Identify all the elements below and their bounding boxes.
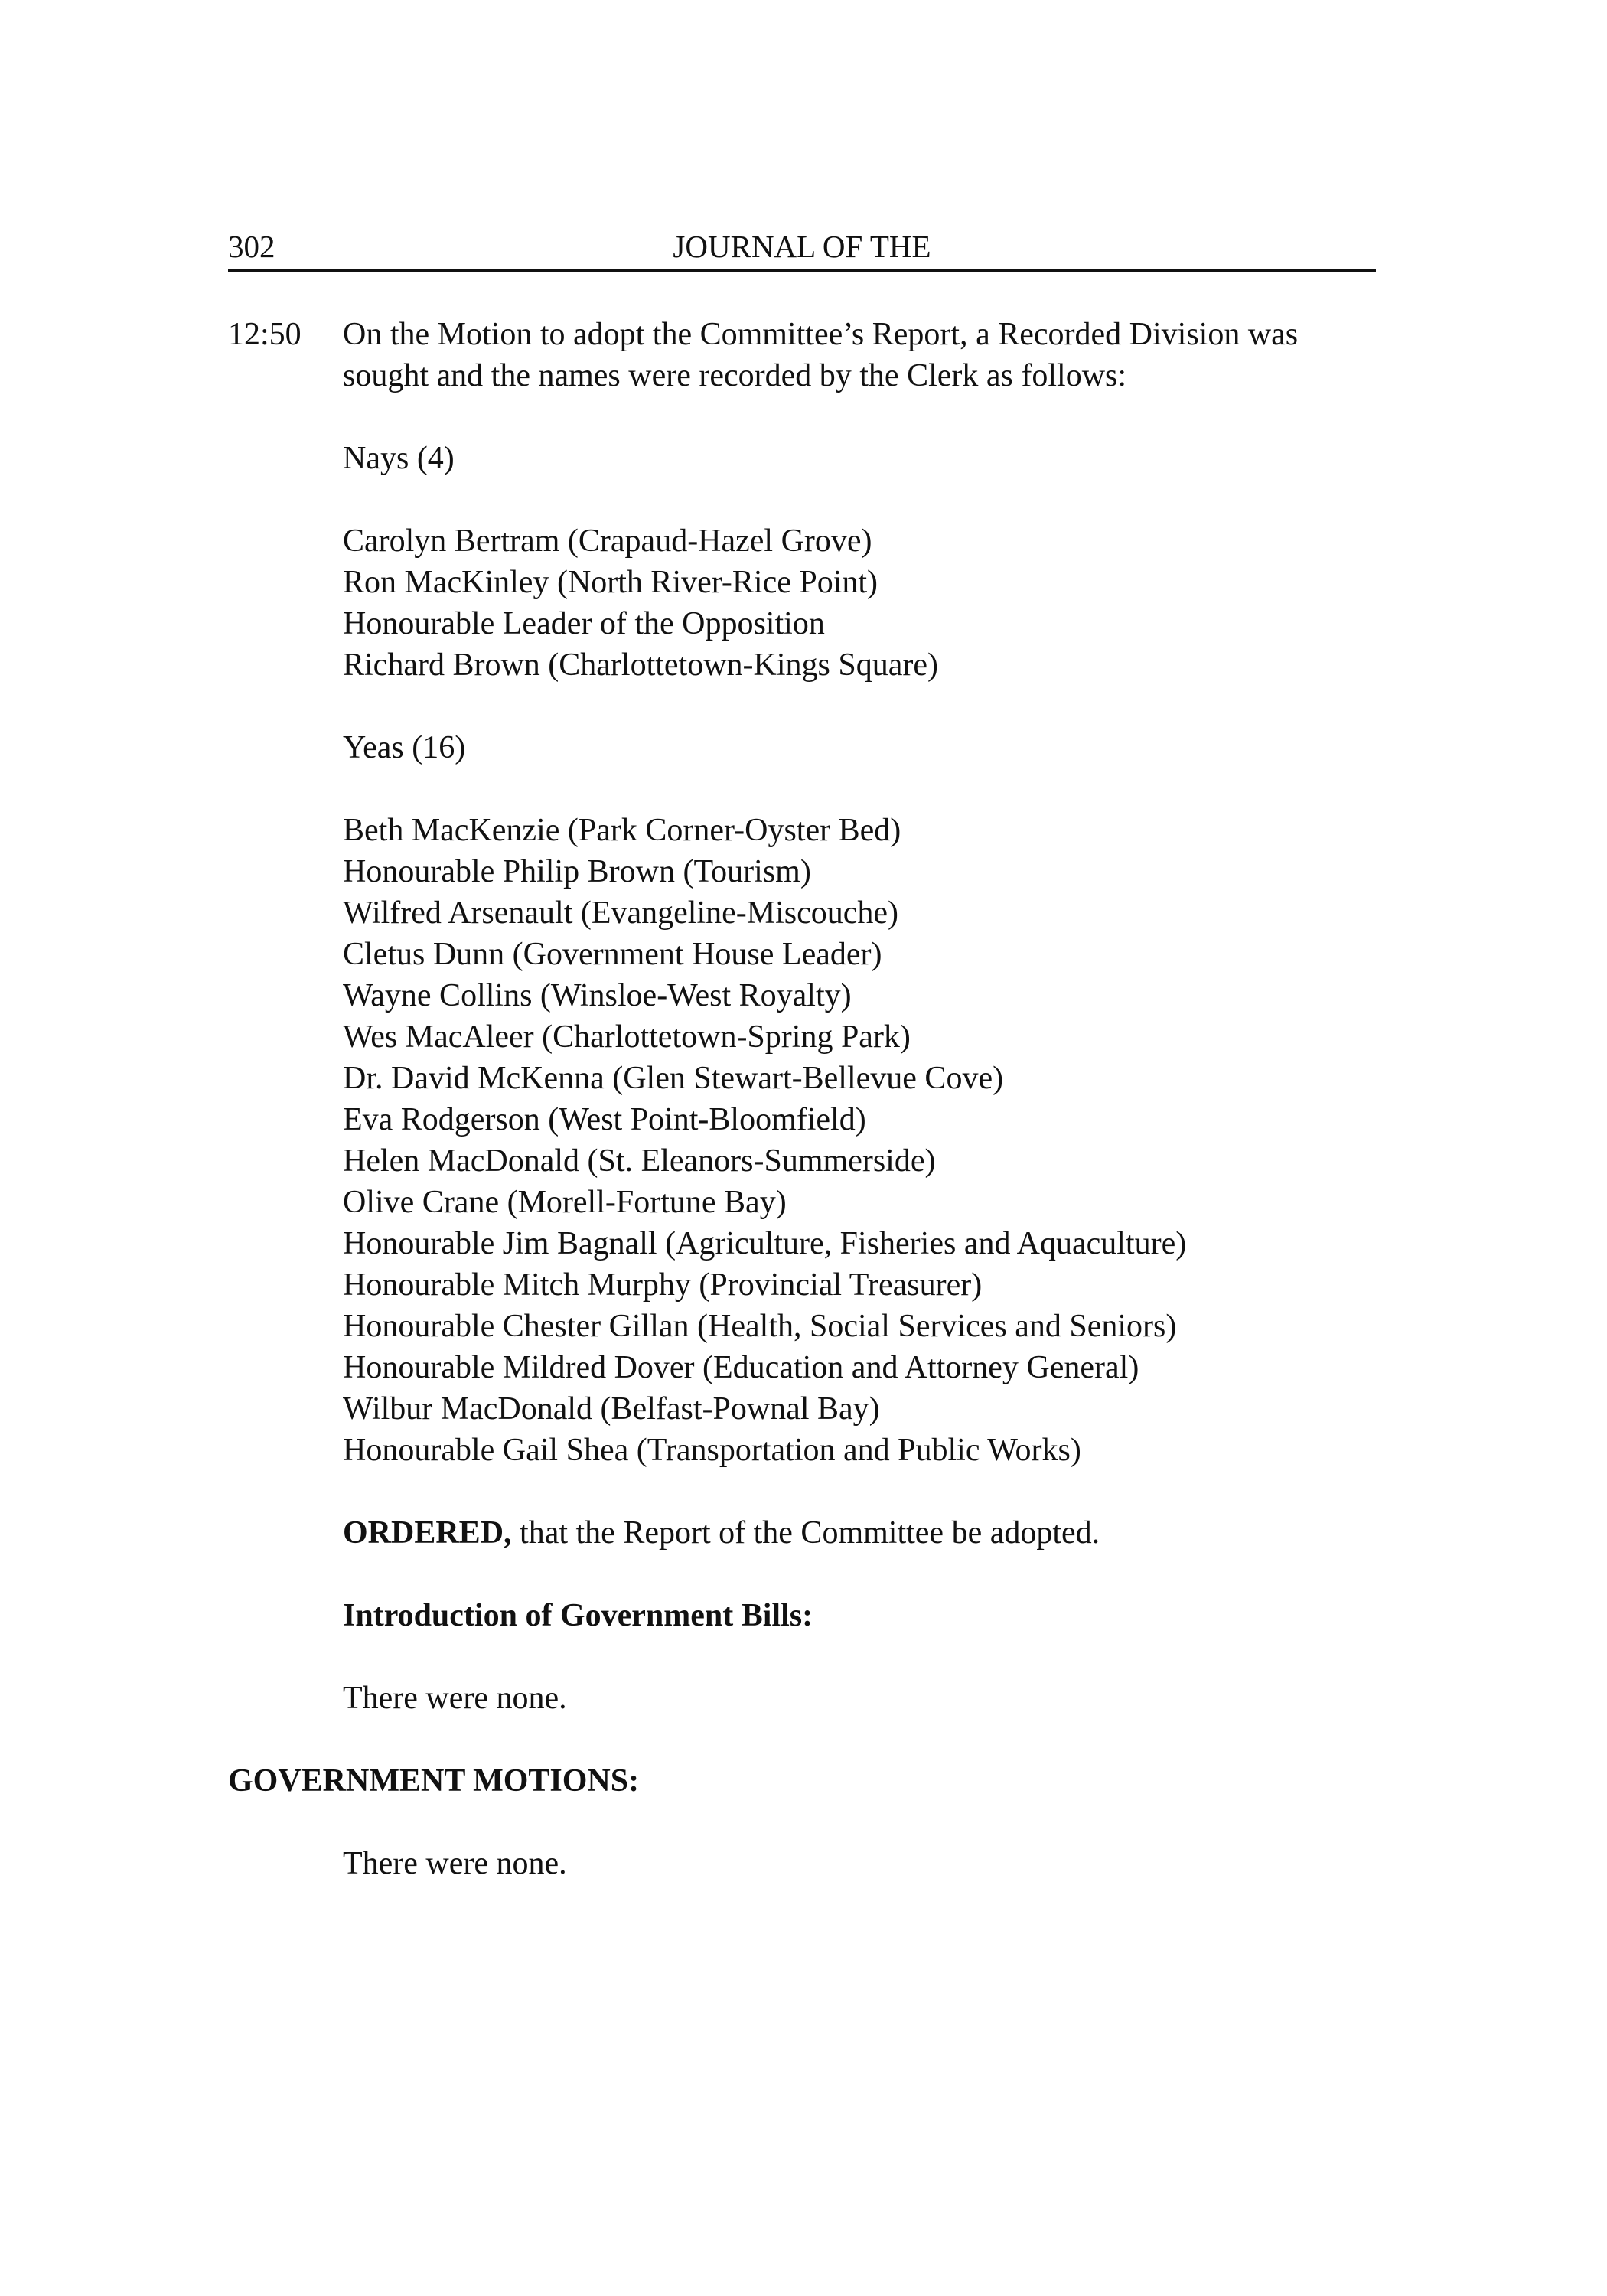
list-item: Honourable Chester Gillan (Health, Social Services and Seniors) [343,1309,1177,1344]
motion-entry [228,314,1384,396]
yeas-list [343,810,1186,1471]
list-item: Honourable Jim Bagnall (Agriculture, Fisheries and Aquaculture) [343,1226,1187,1261]
list-item: Richard Brown (Charlottetown-Kings Square) [343,647,939,683]
government-bills-text: There were none. [343,1681,567,1716]
list-item: Eva Rodgerson (West Point-Bloomfield) [343,1102,866,1137]
government-motions-text: There were none. [343,1846,567,1881]
government-motions-heading: GOVERNMENT MOTIONS: [228,1763,640,1799]
page-number: 302 [228,229,275,264]
list-item: Wilfred Arsenault (Evangeline-Miscouche) [343,895,899,931]
entry-time: 12:50 [228,317,302,352]
ordered-paragraph [343,1512,1100,1554]
ordered-keyword: ORDERED, [343,1515,512,1551]
list-item: Wes MacAleer (Charlottetown-Spring Park) [343,1019,911,1055]
nays-heading: Nays (4) [343,441,455,476]
list-item: Wayne Collins (Winsloe-West Royalty) [343,978,852,1013]
motion-text-line: sought and the names were recorded by the Clerk as follows: [343,358,1127,393]
motion-text [343,314,1384,396]
running-header [228,227,1376,272]
list-item: Honourable Gail Shea (Transportation and Public Works) [343,1433,1081,1468]
list-item: Olive Crane (Morell-Fortune Bay) [343,1185,787,1220]
list-item: Beth MacKenzie (Park Corner-Oyster Bed) [343,813,901,848]
list-item: Honourable Mitch Murphy (Provincial Treasurer) [343,1267,983,1303]
list-item: Honourable Leader of the Opposition [343,606,825,641]
list-item: Honourable Mildred Dover (Education and Attorney General) [343,1350,1139,1385]
yeas-heading: Yeas (16) [343,730,466,765]
ordered-text: that the Report of the Committee be adopted. [511,1515,1100,1551]
journal-title: JOURNAL OF THE [673,229,931,264]
list-item: Honourable Philip Brown (Tourism) [343,854,811,889]
list-item: Dr. David McKenna (Glen Stewart-Bellevue Cove) [343,1061,1004,1096]
list-item: Cletus Dunn (Government House Leader) [343,937,882,972]
motion-text-line: On the Motion to adopt the Committee’s Report, a Recorded Division was [343,317,1299,352]
list-item: Carolyn Bertram (Crapaud-Hazel Grove) [343,523,872,559]
nays-list [343,520,938,686]
list-item: Ron MacKinley (North River-Rice Point) [343,565,878,600]
list-item: Helen MacDonald (St. Eleanors-Summerside) [343,1143,936,1179]
government-bills-heading: Introduction of Government Bills: [343,1598,813,1633]
list-item: Wilbur MacDonald (Belfast-Pownal Bay) [343,1391,880,1427]
